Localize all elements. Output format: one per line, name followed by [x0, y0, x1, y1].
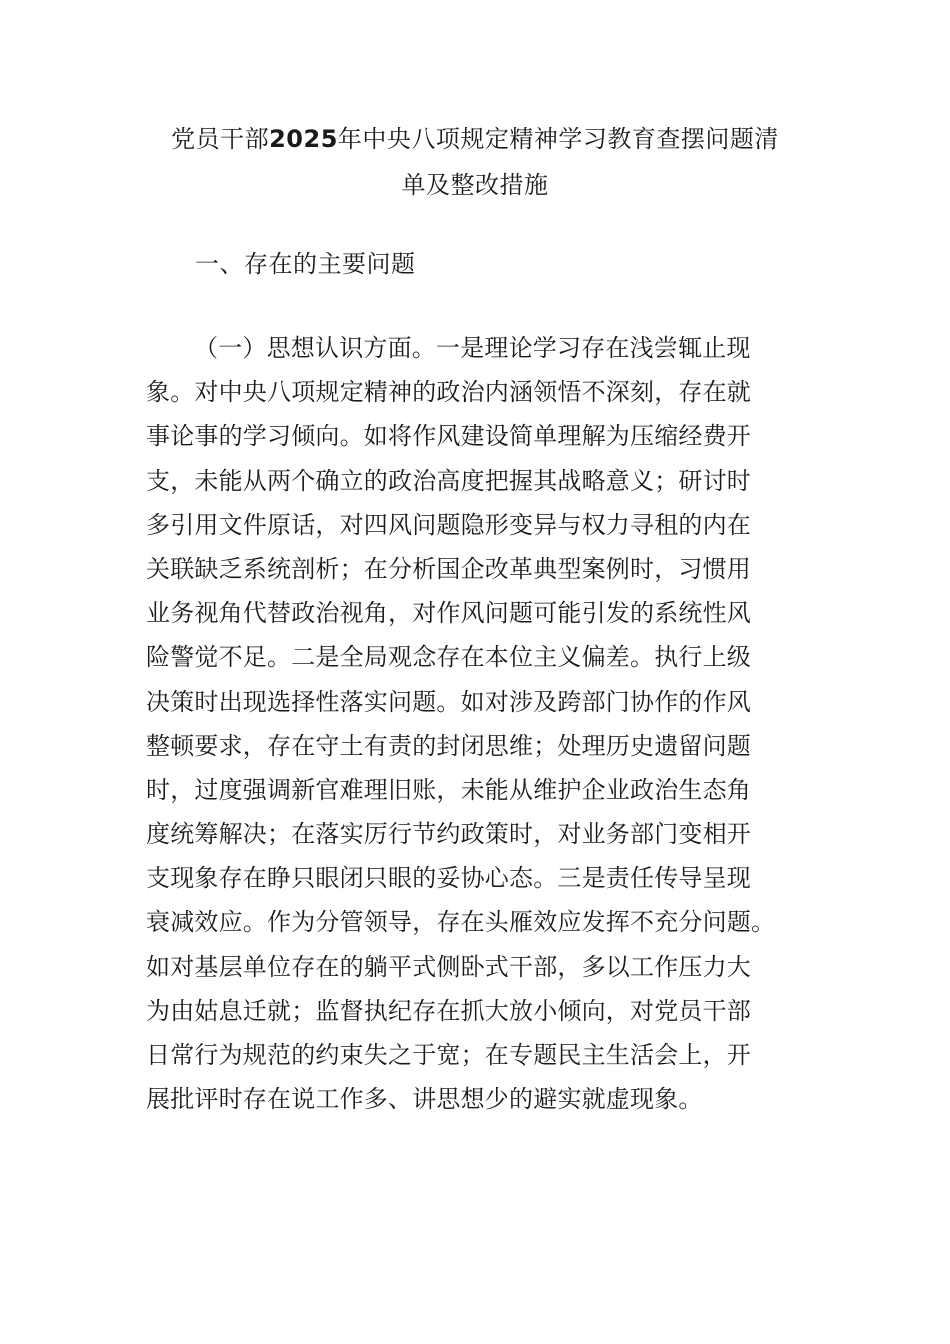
title-year: 2025 — [269, 125, 338, 153]
paragraph-line: 事论事的学习倾向。如将作风建设简单理解为压缩经费开 — [146, 422, 751, 451]
title-line-1 — [140, 116, 810, 162]
paragraph-line: 业务视角代替政治视角，对作风问题可能引发的系统性风 — [146, 599, 751, 628]
title-prefix: 党员干部 — [171, 125, 270, 153]
paragraph-line: 支现象存在睁只眼闭只眼的妥协心态。三是责任传导呈现 — [146, 864, 751, 893]
document-title — [140, 116, 810, 208]
paragraph-line: （一）思想认识方面。一是理论学习存在浅尝辄止现 — [194, 334, 751, 362]
paragraph-line: 日常行为规范的约束失之于宽；在专题民主生活会上，开 — [146, 1041, 751, 1069]
section-heading: 一、存在的主要问题 — [195, 250, 416, 278]
paragraph-line: 如对基层单位存在的躺平式侧卧式干部，多以工作压力大 — [146, 952, 751, 981]
title-suffix: 年中央八项规定精神学习教育查摆问题清 — [337, 125, 779, 153]
paragraph-line: 象。对中央八项规定精神的政治内涵领悟不深刻，存在就 — [146, 378, 751, 407]
paragraph-line: 关联缺乏系统剖析；在分析国企改革典型案例时，习惯用 — [146, 554, 751, 583]
paragraph-line: 支，未能从两个确立的政治高度把握其战略意义；研讨时 — [146, 466, 751, 495]
paragraph-line: 整顿要求，存在守土有责的封闭思维；处理历史遗留问题 — [146, 731, 751, 760]
body-paragraph — [146, 326, 812, 1121]
paragraph-line: 时，过度强调新官难理旧账，未能从维护企业政治生态角 — [146, 775, 751, 804]
title-line-2: 单及整改措施 — [401, 171, 549, 199]
paragraph-line: 险警觉不足。二是全局观念存在本位主义偏差。执行上级 — [146, 643, 751, 672]
paragraph-line: 为由姑息迁就；监督执纪存在抓大放小倾向，对党员干部 — [146, 996, 751, 1025]
paragraph-line: 展批评时存在说工作多、讲思想少的避实就虚现象。 — [146, 1085, 703, 1114]
paragraph-line: 衰减效应。作为分管领导，存在头雁效应发挥不充分问题。 — [146, 908, 776, 937]
paragraph-line: 决策时出现选择性落实问题。如对涉及跨部门协作的作风 — [146, 687, 751, 716]
paragraph-line: 度统筹解决；在落实厉行节约政策时，对业务部门变相开 — [146, 820, 751, 849]
paragraph-line: 多引用文件原话，对四风问题隐形变异与权力寻租的内在 — [146, 510, 751, 539]
